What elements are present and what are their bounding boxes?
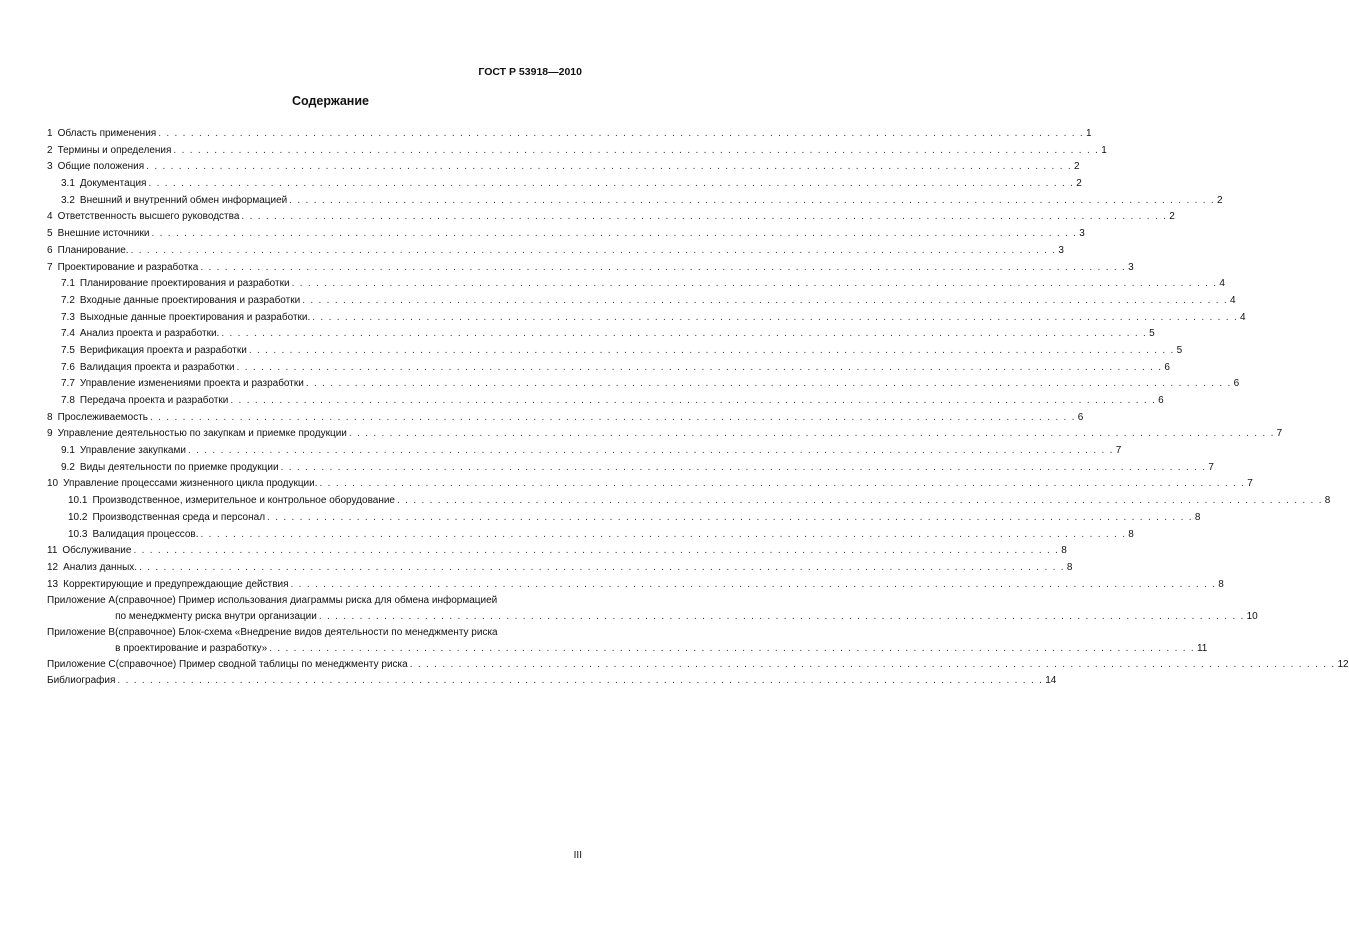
toc-entry-page: 8 xyxy=(1066,561,1073,573)
appendix-title-line: (справочное) Блок-схема «Внедрение видов деятельности по менеджменту риска xyxy=(115,627,498,639)
leader-dots xyxy=(320,476,1246,492)
toc-entry-page: 3 xyxy=(1058,244,1064,256)
toc-entry-title: Корректирующие и предупреждающие действия xyxy=(63,578,289,590)
leader-dots xyxy=(148,176,1074,192)
toc-entry-title: Планирование. xyxy=(57,244,129,256)
toc-entry[interactable] xyxy=(47,126,1092,143)
page-title: Содержание xyxy=(291,94,369,108)
toc-entry-page: 2 xyxy=(1169,211,1175,223)
toc-entry[interactable] xyxy=(47,193,1223,210)
toc-entry-title: Виды деятельности по приемке продукции xyxy=(79,461,279,473)
appendix-page: 12 xyxy=(1337,659,1349,671)
toc-entry[interactable] xyxy=(47,376,1240,393)
leader-dots xyxy=(397,493,1323,509)
leader-dots xyxy=(133,543,1059,559)
leader-dots xyxy=(349,426,1275,442)
toc-entry[interactable] xyxy=(47,326,1155,343)
toc-entry-title: Внешний и внутренний обмен информацией xyxy=(79,194,288,206)
toc-entry-number: 10.2 xyxy=(68,511,88,523)
toc-entry-page: 4 xyxy=(1240,311,1246,323)
toc-entry[interactable] xyxy=(47,577,1224,594)
toc-entry-number: 7.4 xyxy=(61,328,75,340)
toc-entry-title: Управление процессами жизненного цикла продукции. xyxy=(63,478,318,490)
bibliography-title: Библиография xyxy=(47,675,116,687)
toc-entry[interactable] xyxy=(47,393,1164,410)
toc-entry-page: 8 xyxy=(1128,528,1134,540)
toc-entry[interactable] xyxy=(47,460,1214,477)
toc-entry-page: 8 xyxy=(1061,545,1067,557)
toc-entry-number: 7.8 xyxy=(61,395,75,406)
leader-dots xyxy=(200,260,1126,276)
toc-entry-number: 12 xyxy=(47,561,59,573)
toc-entry-title: Ответственность высшего руководства xyxy=(57,211,240,223)
appendix-label: Приложение B xyxy=(47,627,116,639)
toc-entry-page: 8 xyxy=(1324,495,1331,507)
toc-entry[interactable] xyxy=(47,260,1134,277)
bibliography-entry[interactable] xyxy=(47,673,1057,690)
leader-dots xyxy=(131,243,1057,259)
leader-dots xyxy=(269,641,1195,657)
toc-entry[interactable] xyxy=(47,243,1064,260)
toc-entry-title: Термины и определения xyxy=(57,144,172,156)
appendix-page: 11 xyxy=(1196,643,1208,655)
toc-entry[interactable] xyxy=(47,276,1225,293)
leader-dots xyxy=(319,609,1245,625)
toc-entry-number: 9.1 xyxy=(61,445,75,457)
toc-entry-title: Выходные данные проектирования и разработки. xyxy=(79,311,311,323)
leader-dots xyxy=(151,226,1077,242)
toc-entry-page: 2 xyxy=(1073,161,1080,173)
leader-dots xyxy=(201,527,1127,543)
toc-entry-page: 5 xyxy=(1149,328,1155,340)
leader-dots xyxy=(292,276,1218,292)
toc-entry-page: 6 xyxy=(1164,361,1170,373)
toc-entry[interactable] xyxy=(47,476,1253,493)
table-of-contents xyxy=(47,126,1349,690)
appendix-entry[interactable] xyxy=(47,593,1258,625)
toc-entry[interactable] xyxy=(47,209,1175,226)
toc-entry-title: Передача проекта и разработки xyxy=(79,395,229,406)
appendix-entry[interactable] xyxy=(47,657,1349,673)
toc-entry-title: Документация xyxy=(79,178,147,190)
toc-entry-number: 1 xyxy=(47,128,53,139)
appendix-title-line: (справочное) Пример сводной таблицы по менеджменту риска xyxy=(115,659,408,671)
toc-entry-number: 8 xyxy=(47,411,53,423)
toc-entry-title: Производственная среда и персонал xyxy=(92,511,266,523)
toc-entry-number: 9 xyxy=(47,428,53,440)
leader-dots xyxy=(306,376,1232,392)
toc-entry[interactable] xyxy=(47,493,1331,510)
leader-dots xyxy=(289,193,1215,209)
toc-entry[interactable] xyxy=(47,293,1236,310)
toc-entry[interactable] xyxy=(47,527,1134,544)
toc-entry-page: 6 xyxy=(1158,395,1164,406)
toc-entry-number: 9.2 xyxy=(61,461,75,473)
toc-entry-number: 10 xyxy=(47,478,59,490)
leader-dots xyxy=(158,126,1084,142)
leader-dots xyxy=(241,209,1167,225)
toc-entry-page: 7 xyxy=(1276,428,1283,440)
toc-entry-title: Область применения xyxy=(57,128,157,139)
toc-entry-title: Внешние источники xyxy=(57,228,150,240)
toc-entry[interactable] xyxy=(47,310,1246,327)
toc-entry[interactable] xyxy=(47,426,1283,443)
toc-entry-title: Общие положения xyxy=(57,161,145,173)
toc-entry-number: 10.1 xyxy=(68,495,88,507)
toc-entry-page: 8 xyxy=(1194,511,1201,523)
appendix-entry[interactable] xyxy=(47,625,1208,657)
appendix-page: 10 xyxy=(1246,611,1258,623)
leader-dots xyxy=(267,510,1193,526)
leader-dots xyxy=(249,343,1175,359)
toc-entry[interactable] xyxy=(47,560,1073,577)
toc-entry-title: Валидация проекта и разработки xyxy=(79,361,235,373)
toc-entry-title: Управление изменениями проекта и разработки xyxy=(79,378,304,390)
toc-entry-page: 2 xyxy=(1076,178,1082,190)
toc-entry-number: 10.3 xyxy=(68,528,88,540)
toc-entry-page: 6 xyxy=(1077,411,1084,423)
toc-entry-title: Анализ данных. xyxy=(63,561,138,573)
toc-entry-number: 2 xyxy=(47,144,53,156)
appendix-title-line: (справочное) Пример использования диаграммы риска для обмена информацией xyxy=(115,595,498,607)
leader-dots xyxy=(146,159,1072,175)
toc-entry-title: Входные данные проектирования и разработки xyxy=(79,294,301,306)
toc-entry-page: 4 xyxy=(1229,294,1236,306)
leader-dots xyxy=(281,460,1207,476)
appendix-title-line: в проектирование и разработку» xyxy=(115,643,268,655)
toc-entry-number: 7.2 xyxy=(61,294,75,306)
leader-dots xyxy=(173,143,1099,159)
toc-entry-page: 1 xyxy=(1101,144,1107,156)
document-id: ГОСТ Р 53918—2010 xyxy=(478,66,582,78)
toc-entry-number: 4 xyxy=(47,211,53,223)
toc-entry-title: Анализ проекта и разработки. xyxy=(79,328,220,340)
toc-entry-number: 7.6 xyxy=(61,361,75,373)
toc-entry-page: 4 xyxy=(1219,278,1225,290)
toc-entry-page: 8 xyxy=(1218,578,1224,590)
toc-entry[interactable] xyxy=(47,143,1107,160)
toc-entry-page: 5 xyxy=(1176,344,1183,356)
toc-entry[interactable] xyxy=(47,410,1084,427)
toc-entry-title: Планирование проектирования и разработки xyxy=(79,278,290,290)
leader-dots xyxy=(312,310,1238,326)
toc-entry-title: Обслуживание xyxy=(62,545,132,557)
toc-entry-number: 13 xyxy=(47,578,59,590)
toc-entry[interactable] xyxy=(47,360,1170,377)
leader-dots xyxy=(221,326,1147,342)
leader-dots xyxy=(188,443,1114,459)
appendix-label: Приложение A xyxy=(47,595,116,607)
toc-entry-number: 3.2 xyxy=(61,194,75,206)
toc-entry-title: Управление закупками xyxy=(79,445,186,457)
toc-entry-page: 6 xyxy=(1233,378,1240,390)
toc-entry-page: 7 xyxy=(1247,478,1253,490)
toc-entry[interactable] xyxy=(47,176,1082,193)
toc-entry[interactable] xyxy=(47,343,1183,360)
toc-entry-page: 3 xyxy=(1079,228,1085,240)
toc-entry-number: 11 xyxy=(47,545,58,557)
toc-entry-number: 7.5 xyxy=(61,344,75,356)
toc-entry[interactable] xyxy=(47,510,1201,527)
toc-entry-title: Производственное, измерительное и контрольное оборудование xyxy=(92,495,395,507)
toc-entry-number: 7.1 xyxy=(61,278,75,290)
toc-entry-number: 5 xyxy=(47,228,53,240)
page-number: III xyxy=(573,850,582,861)
toc-entry-page: 2 xyxy=(1217,194,1223,206)
leader-dots xyxy=(117,673,1043,689)
bibliography-page: 14 xyxy=(1045,675,1057,687)
toc-entry-page: 7 xyxy=(1208,461,1214,473)
toc-entry-number: 7.3 xyxy=(61,311,75,323)
toc-entry-page: 7 xyxy=(1115,445,1122,457)
toc-entry-page: 3 xyxy=(1128,261,1134,273)
toc-entry[interactable] xyxy=(47,543,1067,560)
appendix-title-line: по менеджменту риска внутри организации xyxy=(115,611,317,623)
toc-entry-title: Прослеживаемость xyxy=(57,411,148,423)
leader-dots xyxy=(237,360,1163,376)
leader-dots xyxy=(150,410,1076,426)
toc-entry-number: 7.7 xyxy=(61,378,75,390)
leader-dots xyxy=(302,293,1228,309)
toc-entry-title: Верификация проекта и разработки xyxy=(79,344,247,356)
toc-entry-number: 3.1 xyxy=(61,178,75,190)
toc-entry[interactable] xyxy=(47,226,1085,243)
toc-entry-number: 7 xyxy=(47,261,53,273)
toc-entry[interactable] xyxy=(47,159,1080,176)
leader-dots xyxy=(230,393,1156,409)
toc-entry-title: Валидация процессов. xyxy=(92,528,199,540)
leader-dots xyxy=(139,560,1065,576)
toc-entry-number: 6 xyxy=(47,244,53,256)
toc-entry-number: 3 xyxy=(47,161,53,173)
toc-entry-page: 1 xyxy=(1085,128,1092,139)
toc-entry-title: Управление деятельностью по закупкам и приемке продукции xyxy=(57,428,347,440)
leader-dots xyxy=(291,577,1217,593)
appendix-label: Приложение C xyxy=(47,659,116,671)
toc-entry[interactable] xyxy=(47,443,1122,460)
toc-entry-title: Проектирование и разработка xyxy=(57,261,199,273)
leader-dots xyxy=(410,657,1336,673)
